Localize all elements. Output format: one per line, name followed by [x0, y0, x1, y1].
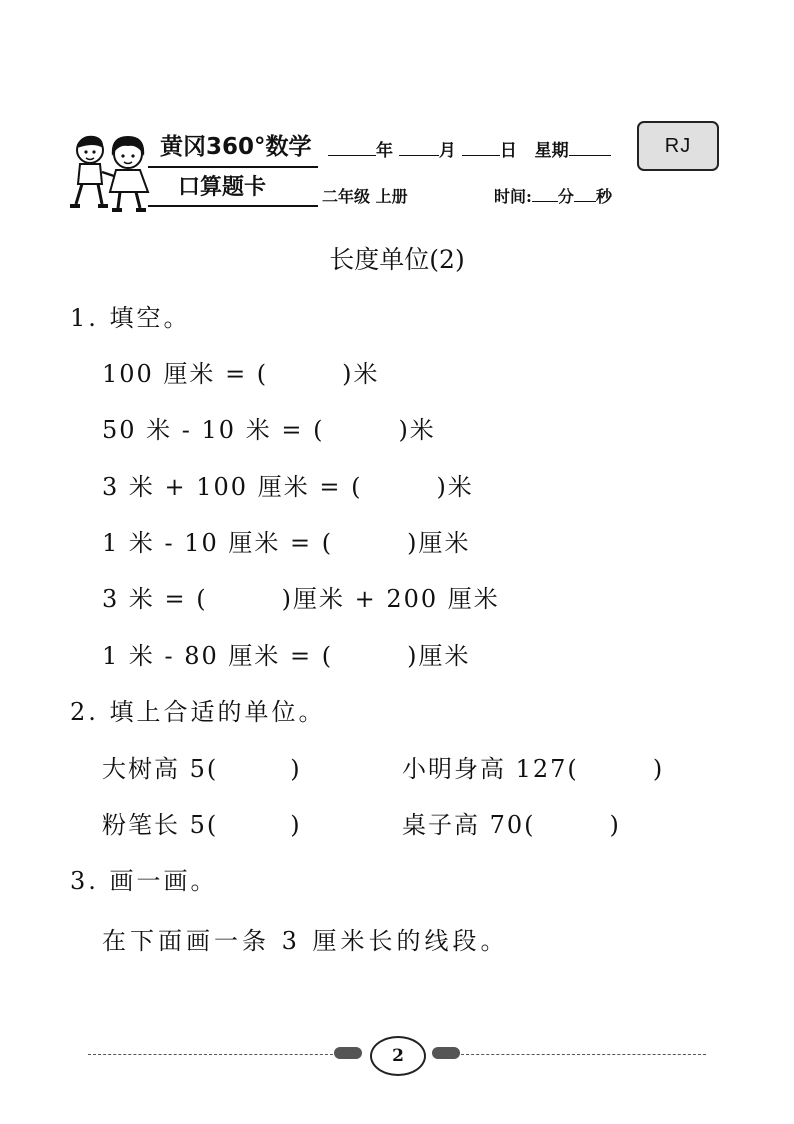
seconds-label: 秒	[595, 187, 612, 206]
q2-item-3-right: )	[290, 811, 302, 839]
q1-item-4-left: 1 米 - 10 厘米 = (	[102, 529, 334, 557]
q1-item-5-left: 3 米 = (	[102, 585, 208, 613]
page-title: 长度单位(2)	[329, 245, 465, 274]
q1-item-3-left: 3 米 + 100 厘米 = (	[102, 473, 363, 501]
cartoon-children-logo	[64, 128, 164, 214]
q1-item-4-right: )厘米	[407, 529, 471, 557]
q2-item-4-right: )	[609, 811, 621, 839]
question-1-heading: 1. 填空。	[70, 304, 191, 332]
edition-badge: RJ	[637, 121, 719, 171]
q1-item-1	[102, 354, 380, 389]
q2-item-4-left: 桌子高 70(	[402, 811, 536, 839]
month-blank[interactable]	[399, 139, 439, 156]
q2-item-1	[102, 749, 302, 784]
time-fields	[494, 184, 612, 207]
brand-title: 黄冈360°数学	[160, 134, 312, 160]
q2-item-3-left: 粉笔长 5(	[102, 811, 219, 839]
minutes-label: 分	[557, 187, 574, 206]
q1-item-5-right: )厘米 + 200 厘米	[281, 585, 500, 613]
question-2-heading: 2. 填上合适的单位。	[70, 698, 326, 726]
card-name: 口算题卡	[160, 170, 284, 201]
page-number: 2	[370, 1036, 426, 1076]
day-label: 日	[499, 141, 517, 161]
q1-item-2-left: 50 米 - 10 米 = (	[102, 416, 325, 444]
q1-item-1-right: )米	[342, 360, 380, 388]
weekday-blank[interactable]	[569, 139, 611, 156]
q2-item-2	[402, 749, 664, 784]
q3-drawing-area[interactable]	[102, 970, 702, 1020]
time-label: 时间:	[494, 187, 532, 206]
grade-label: 二年级 上册	[322, 187, 408, 206]
q2-item-2-left: 小明身高 127(	[402, 755, 579, 783]
question-3-heading: 3. 画一画。	[70, 867, 218, 895]
year-blank[interactable]	[328, 139, 376, 156]
q1-item-1-left: 100 厘米 = (	[102, 360, 269, 388]
month-label: 月	[438, 141, 456, 161]
q2-item-1-left: 大树高 5(	[102, 755, 219, 783]
q1-item-6-left: 1 米 - 80 厘米 = (	[102, 642, 334, 670]
q1-item-2-right: )米	[398, 416, 436, 444]
footer-divider-right	[456, 1054, 706, 1055]
q1-item-3-right: )米	[436, 473, 474, 501]
q2-item-2-right: )	[652, 755, 665, 783]
q2-item-3	[102, 805, 302, 840]
year-label: 年	[376, 141, 393, 161]
q1-item-4	[102, 523, 471, 558]
seconds-blank[interactable]	[574, 185, 596, 202]
q1-item-6	[102, 636, 471, 671]
q3-instruction: 在下面画一条 3 厘米长的线段。	[102, 927, 509, 955]
q1-item-3	[102, 467, 474, 502]
footer-ornament-right	[432, 1047, 460, 1059]
q1-item-2	[102, 410, 436, 445]
date-fields	[328, 136, 611, 161]
q1-item-6-right: )厘米	[407, 642, 471, 670]
weekday-label: 星期	[534, 141, 569, 161]
q2-item-4	[402, 805, 621, 840]
q2-item-1-right: )	[290, 755, 302, 783]
footer-ornament-left	[334, 1047, 362, 1059]
q1-item-5	[102, 579, 500, 614]
footer-divider-left	[88, 1054, 338, 1055]
minutes-blank[interactable]	[532, 185, 558, 202]
day-blank[interactable]	[462, 139, 500, 156]
